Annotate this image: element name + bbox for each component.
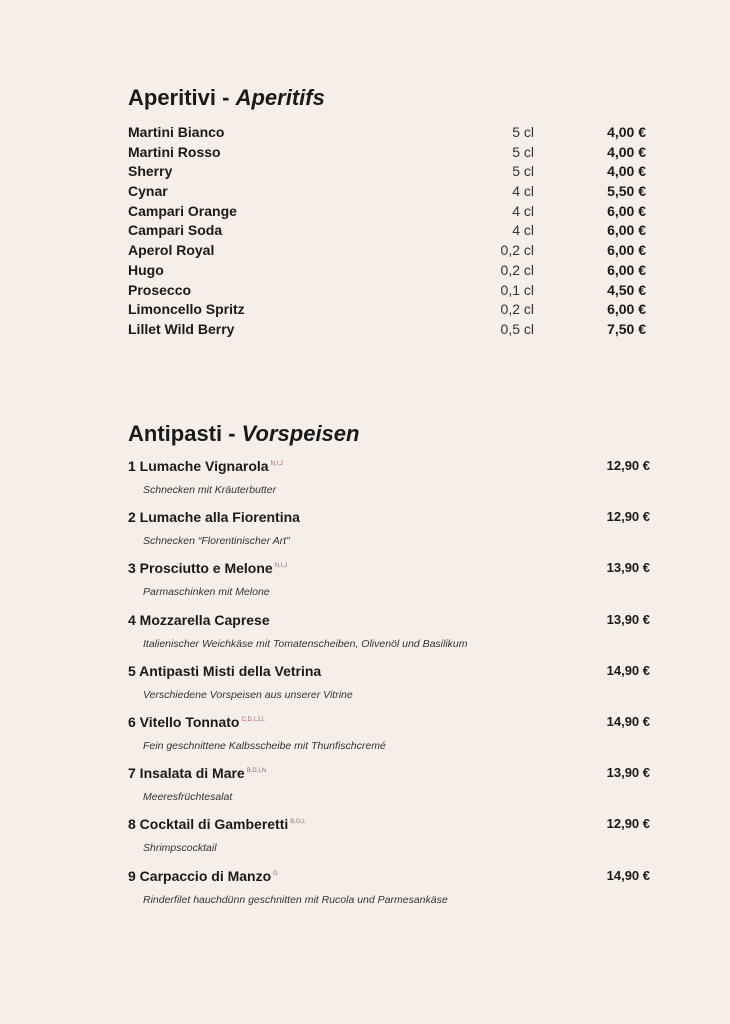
drink-volume: 0,2 cl bbox=[500, 261, 534, 278]
dish-name bbox=[128, 865, 278, 887]
drink-name: Campari Orange bbox=[128, 202, 237, 219]
dish-item bbox=[128, 455, 650, 506]
dish-name bbox=[128, 609, 272, 631]
drink-name: Martini Bianco bbox=[128, 124, 225, 140]
drink-volume: 4 cl bbox=[512, 222, 534, 239]
menu-row bbox=[128, 241, 648, 261]
allergen-codes: G bbox=[273, 870, 278, 877]
menu-row bbox=[128, 202, 648, 222]
dish-item bbox=[128, 762, 650, 813]
dish-name-text: 5 Antipasti Misti della Vetrina bbox=[128, 662, 322, 679]
dish-description: Schnecken mit Kräuterbutter bbox=[143, 484, 277, 496]
dish-name-text: 9 Carpaccio di Manzo bbox=[128, 867, 272, 884]
dish-description: Italienischer Weichkäse mit Tomatenscheiben, Olivenöl und Basilikum bbox=[143, 637, 468, 650]
drink-price: 4,00 € bbox=[607, 143, 646, 160]
menu-row bbox=[128, 182, 648, 202]
drink-volume: 5 cl bbox=[512, 124, 534, 140]
dish-name-text: 8 Cocktail di Gamberetti bbox=[128, 816, 289, 833]
dish-price: 13,90 € bbox=[606, 765, 650, 781]
drink-name: Cynar bbox=[128, 183, 168, 200]
dish-price: 13,90 € bbox=[606, 611, 650, 627]
drink-price: 6,00 € bbox=[607, 202, 646, 219]
drink-name: Prosecco bbox=[128, 281, 192, 298]
dish-item bbox=[128, 609, 650, 660]
drink-name: Aperol Royal bbox=[128, 242, 215, 259]
allergen-codes: B,D,I,N bbox=[246, 768, 267, 775]
dish-item bbox=[128, 557, 650, 608]
drink-volume: 5 cl bbox=[512, 143, 534, 160]
dish-description: Parmaschinken mit Melone bbox=[143, 586, 270, 599]
dish-name-text: 7 Insalata di Mare bbox=[128, 765, 245, 782]
dish-item bbox=[128, 865, 650, 916]
drink-price: 6,00 € bbox=[607, 242, 646, 259]
dish-item bbox=[128, 711, 650, 762]
dish-price: 12,90 € bbox=[606, 509, 650, 525]
dish-name-text: 4 Mozzarella Caprese bbox=[128, 611, 270, 628]
drink-price: 7,50 € bbox=[607, 320, 646, 337]
dish-description: Meeresfrüchtesalat bbox=[143, 791, 233, 804]
drink-price: 6,00 € bbox=[607, 222, 646, 239]
drink-price: 4,00 € bbox=[607, 124, 646, 140]
dish-description: Fein geschnittene Kalbsscheibe mit Thunfischcremé bbox=[143, 739, 386, 752]
drink-price: 4,00 € bbox=[607, 163, 646, 180]
allergen-codes: N,I,J bbox=[274, 563, 288, 570]
menu-row bbox=[128, 162, 648, 182]
dish-description: Verschiedene Vorspeisen aus unserer Vitrine bbox=[143, 688, 353, 701]
allergen-codes: N,I,J bbox=[270, 461, 283, 467]
menu-row bbox=[128, 123, 648, 143]
menu-row bbox=[128, 221, 648, 241]
antipasti-list bbox=[128, 455, 650, 916]
dish-price: 12,90 € bbox=[606, 816, 650, 832]
menu-row bbox=[128, 320, 648, 340]
drink-price: 4,50 € bbox=[607, 281, 646, 298]
drink-name: Hugo bbox=[128, 261, 164, 278]
menu-row bbox=[128, 300, 648, 320]
dish-name bbox=[128, 557, 287, 579]
drink-volume: 5 cl bbox=[512, 163, 534, 180]
dish-item bbox=[128, 660, 650, 711]
drink-volume: 0,2 cl bbox=[500, 242, 534, 259]
menu-row bbox=[128, 143, 648, 163]
section-title-main: Aperitivi - bbox=[128, 85, 236, 110]
drink-name: Martini Rosso bbox=[128, 143, 221, 160]
section-title-antipasti bbox=[128, 421, 359, 447]
drink-name: Limoncello Spritz bbox=[128, 301, 245, 318]
drink-volume: 0,1 cl bbox=[500, 281, 534, 298]
dish-price: 14,90 € bbox=[606, 662, 650, 678]
drink-name: Sherry bbox=[128, 163, 173, 180]
dish-name bbox=[128, 660, 323, 682]
dish-description: Schnecken “Florentinischer Art” bbox=[143, 535, 290, 548]
dish-name-text: 3 Prosciutto e Melone bbox=[128, 560, 273, 577]
dish-name-text: 1 Lumache Vignarola bbox=[128, 458, 269, 474]
dish-price: 14,90 € bbox=[606, 713, 650, 729]
section-title-main: Antipasti - bbox=[128, 421, 242, 446]
dish-description: Rinderfilet hauchdünn geschnitten mit Rucola und Parmesankäse bbox=[143, 893, 448, 906]
dish-price: 14,90 € bbox=[606, 867, 650, 883]
section-title-sub: Aperitifs bbox=[235, 85, 325, 110]
drink-name: Campari Soda bbox=[128, 222, 223, 239]
drink-volume: 0,5 cl bbox=[500, 320, 534, 337]
dish-name bbox=[128, 762, 266, 784]
allergen-codes: C,D,I,J,L bbox=[241, 716, 265, 723]
section-title-aperitivi bbox=[128, 85, 325, 111]
dish-name bbox=[128, 711, 265, 733]
drink-price: 5,50 € bbox=[607, 183, 646, 200]
dish-price: 12,90 € bbox=[606, 458, 650, 473]
allergen-codes: B,G,L bbox=[290, 819, 306, 826]
drink-name: Lillet Wild Berry bbox=[128, 320, 235, 337]
section-title-sub: Vorspeisen bbox=[241, 421, 360, 446]
menu-row bbox=[128, 261, 648, 281]
drink-price: 6,00 € bbox=[607, 261, 646, 278]
dish-description: Shrimpscocktail bbox=[143, 842, 217, 855]
dish-name bbox=[128, 813, 306, 835]
dish-name-text: 6 Vitello Tonnato bbox=[128, 713, 240, 730]
drink-volume: 4 cl bbox=[512, 202, 534, 219]
dish-name bbox=[128, 506, 302, 528]
menu-row bbox=[128, 281, 648, 301]
aperitivi-list bbox=[128, 123, 648, 340]
dish-name-text: 2 Lumache alla Fiorentina bbox=[128, 509, 300, 526]
dish-price: 13,90 € bbox=[606, 560, 650, 576]
drink-volume: 0,2 cl bbox=[500, 301, 534, 318]
dish-name bbox=[128, 455, 283, 477]
drink-volume: 4 cl bbox=[512, 183, 534, 200]
dish-item bbox=[128, 813, 650, 864]
dish-item bbox=[128, 506, 650, 557]
drink-price: 6,00 € bbox=[607, 301, 646, 318]
